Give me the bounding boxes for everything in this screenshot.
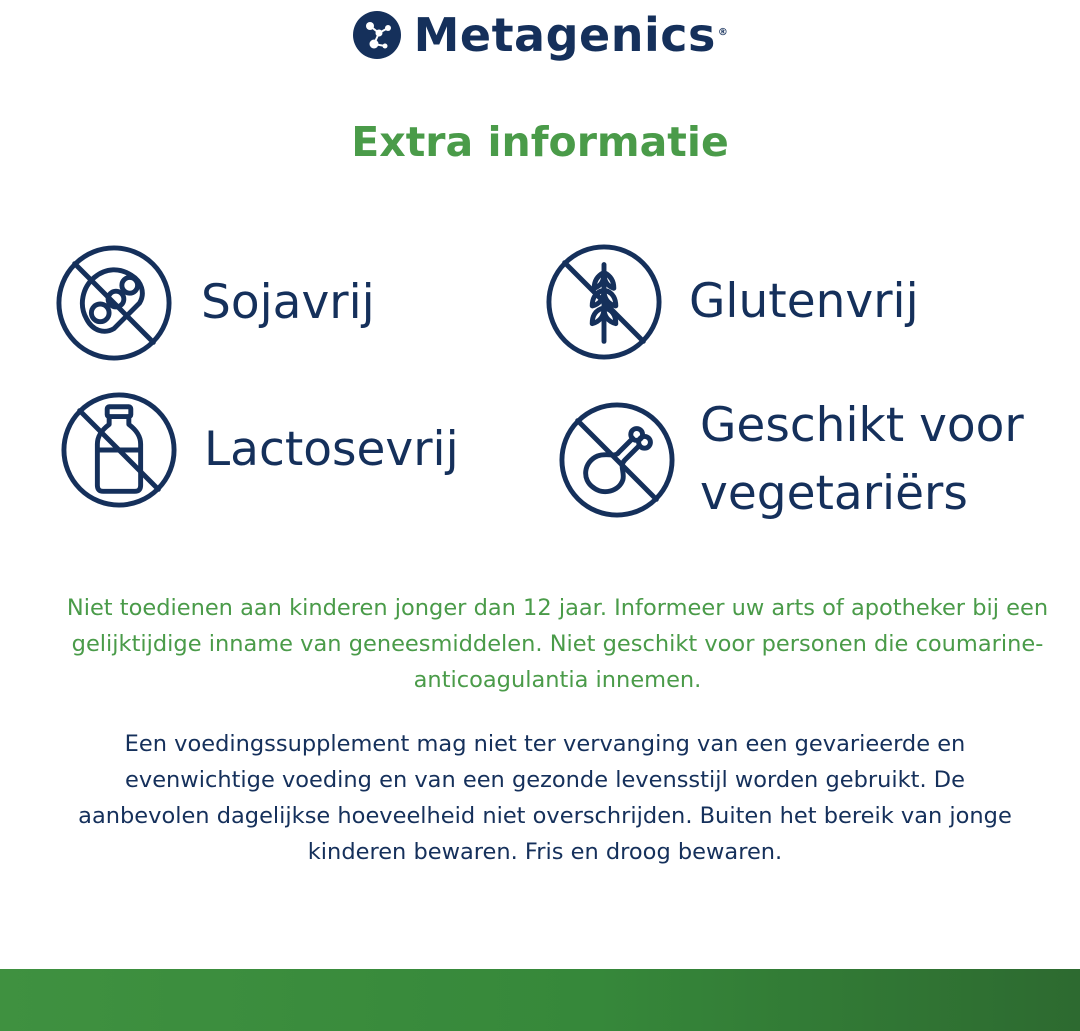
header	[0, 0, 1080, 70]
feature-lactose-free	[60, 391, 459, 509]
feature-label: Geschikt voor vegetariërs	[700, 398, 1024, 521]
page-title: Extra informatie	[351, 118, 729, 166]
feature-vegetarian	[558, 392, 1080, 528]
no-gluten-icon	[545, 243, 663, 361]
feature-gluten-free	[545, 243, 919, 361]
feature-label: Sojavrij	[201, 275, 375, 331]
feature-label: Glutenvrij	[689, 274, 919, 330]
warning-text: Niet toedienen aan kinderen jonger dan 12 jaar. Informeer uw arts of apotheker bij een gelijktijdige inname van geneesmiddelen. Niet geschikt voor personen die coumarine-anticoagulantia innemen.	[66, 595, 1049, 693]
brand-name: Metagenics ®	[413, 8, 729, 62]
no-meat-icon	[558, 401, 676, 519]
no-soy-icon	[55, 244, 173, 362]
feature-soy-free	[55, 244, 375, 362]
feature-label: Lactosevrij	[204, 422, 459, 478]
molecule-logo-icon	[352, 10, 402, 60]
brand-logo[interactable]	[352, 8, 729, 62]
no-lactose-icon	[60, 391, 178, 509]
supplement-notice: Een voedingssupplement mag niet ter vervanging van een gevarieerde en evenwichtige voeding en van een gezonde levensstijl worden gebruikt. De aanbevolen dagelijkse hoeveelheid niet overschrijden. Buiten het bereik van jonge kinderen bewaren. Fris en droog bewaren.	[78, 731, 1012, 865]
footer-band	[0, 969, 1080, 1031]
